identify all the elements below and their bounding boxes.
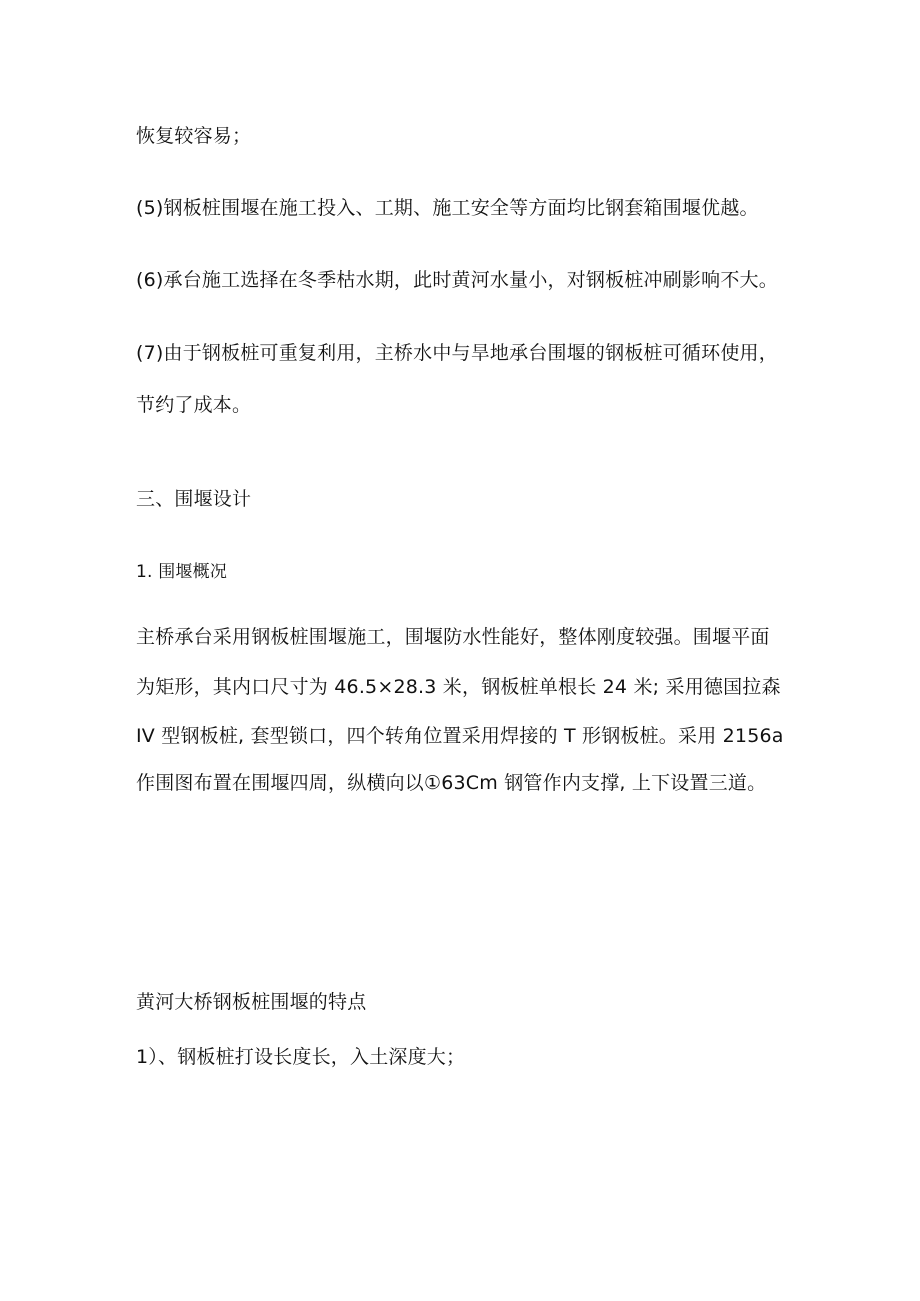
paragraph-line-1: 主桥承台采用钢板桩围堰施工，围堰防水性能好，整体刚度较强。围堰平面 (136, 626, 770, 648)
section-heading: 三、围堰设计 (136, 488, 252, 510)
paragraph-line-4: 作围图布置在围堰四周，纵横向以①63Cm 钢管作内支撑, 上下设置三道。 (136, 772, 767, 794)
text-line-recovery: 恢复较容易； (136, 125, 252, 147)
list-item-5: (5)钢板桩围堰在施工投入、工期、施工安全等方面均比钢套箱围堰优越。 (136, 197, 759, 219)
feature-item-1: 1）、钢板桩打设长度长，入土深度大； (136, 1046, 466, 1068)
list-item-7-line-2: 节约了成本。 (136, 394, 252, 416)
paragraph-line-2: 为矩形，其内口尺寸为 46.5×28.3 米，钢板桩单根长 24 米; 采用德国拉森 (136, 676, 781, 698)
subsection-heading: 1. 围堰概况 (136, 562, 228, 582)
paragraph-line-3: IV 型钢板桩, 套型锁口，四个转角位置采用焊接的 T 形钢板桩。采用 2156a (136, 725, 784, 747)
list-item-7-line-1: (7)由于钢板桩可重复利用，主桥水中与旱地承台围堰的钢板桩可循环使用， (136, 342, 778, 364)
features-heading: 黄河大桥钢板桩围堰的特点 (136, 991, 367, 1013)
list-item-6: (6)承台施工选择在冬季枯水期，此时黄河水量小，对钢板桩冲刷影响不大。 (136, 269, 778, 291)
